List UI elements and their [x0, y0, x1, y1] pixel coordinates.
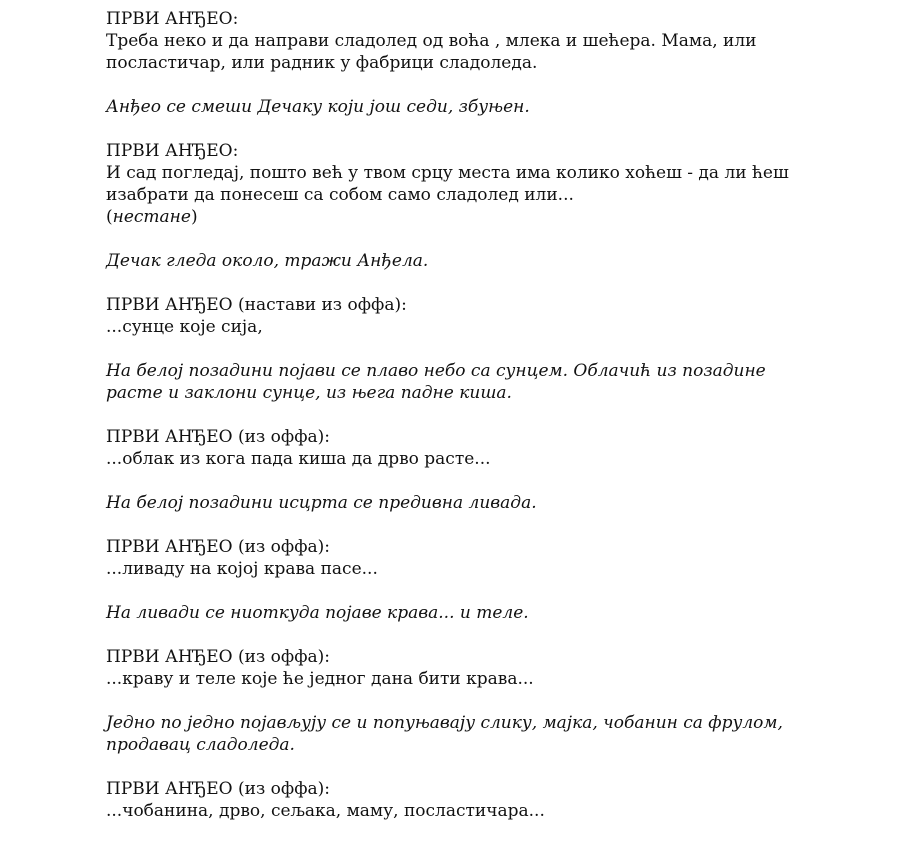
- dialogue-line: посластичар, или радник у фабрици сладоледа.: [106, 53, 538, 73]
- dialogue-line: ...краву и теле које ће једног дана бити крава...: [106, 669, 534, 689]
- stage-direction: [106, 96, 886, 118]
- stage-direction: [106, 602, 886, 624]
- direction-line: Дечак гледа около, тражи Анђела.: [106, 251, 429, 271]
- dialogue-block: [106, 778, 886, 822]
- stage-direction: [106, 712, 886, 756]
- stage-direction: [106, 250, 886, 272]
- dialogue-block: [106, 536, 886, 580]
- paren-close: ): [190, 207, 198, 227]
- paren-text: нестане: [112, 207, 191, 227]
- dialogue-line: ...облак из кога пада киша да дрво расте...: [106, 449, 491, 469]
- dialogue-line: И сад погледај, пошто већ у твом срцу места има колико хоћеш - да ли ћеш: [106, 163, 789, 183]
- direction-line: расте и заклони сунце, из њега падне киша.: [106, 383, 512, 403]
- speaker-name: ПРВИ АНЂЕО (настави из оффа):: [106, 295, 407, 315]
- dialogue-block: [106, 426, 886, 470]
- dialogue-line: ...ливаду на којој крава пасе...: [106, 559, 378, 579]
- stage-direction: [106, 360, 886, 404]
- dialogue-block: [106, 8, 886, 74]
- speaker-name: ПРВИ АНЂЕО (из оффа):: [106, 779, 330, 799]
- dialogue-line: ...сунце које сија,: [106, 317, 263, 337]
- dialogue-line: Треба неко и да направи сладолед од воћа , млека и шећера. Мама, или: [106, 31, 757, 51]
- direction-line: продавац сладоледа.: [106, 735, 295, 755]
- paren-open: (: [106, 207, 113, 227]
- direction-line: Једно по једно појављују се и попуњавају слику, мајка, чобанин са фрулом,: [106, 713, 783, 733]
- dialogue-line: изабрати да понесеш са собом само сладолед или...: [106, 185, 574, 205]
- stage-direction: [106, 492, 886, 514]
- speaker-name: ПРВИ АНЂЕО:: [106, 141, 239, 161]
- speaker-name: ПРВИ АНЂЕО:: [106, 9, 239, 29]
- dialogue-line: ...чобанина, дрво, сељака, маму, посластичара...: [106, 801, 545, 821]
- direction-line: На ливади се ниоткуда појаве крава... и теле.: [106, 603, 529, 623]
- direction-line: Анђео се смеши Дечаку који још седи, збуњен.: [106, 97, 530, 117]
- parenthetical: [106, 206, 886, 228]
- dialogue-block: [106, 140, 886, 228]
- dialogue-block: [106, 646, 886, 690]
- speaker-name: ПРВИ АНЂЕО (из оффа):: [106, 647, 330, 667]
- speaker-name: ПРВИ АНЂЕО (из оффа):: [106, 427, 330, 447]
- speaker-name: ПРВИ АНЂЕО (из оффа):: [106, 537, 330, 557]
- direction-line: На белој позадини појави се плаво небо са сунцем. Облачић из позадине: [106, 361, 766, 381]
- script-page: [106, 8, 886, 844]
- dialogue-block: [106, 294, 886, 338]
- direction-line: На белој позадини исцрта се предивна ливада.: [106, 493, 537, 513]
